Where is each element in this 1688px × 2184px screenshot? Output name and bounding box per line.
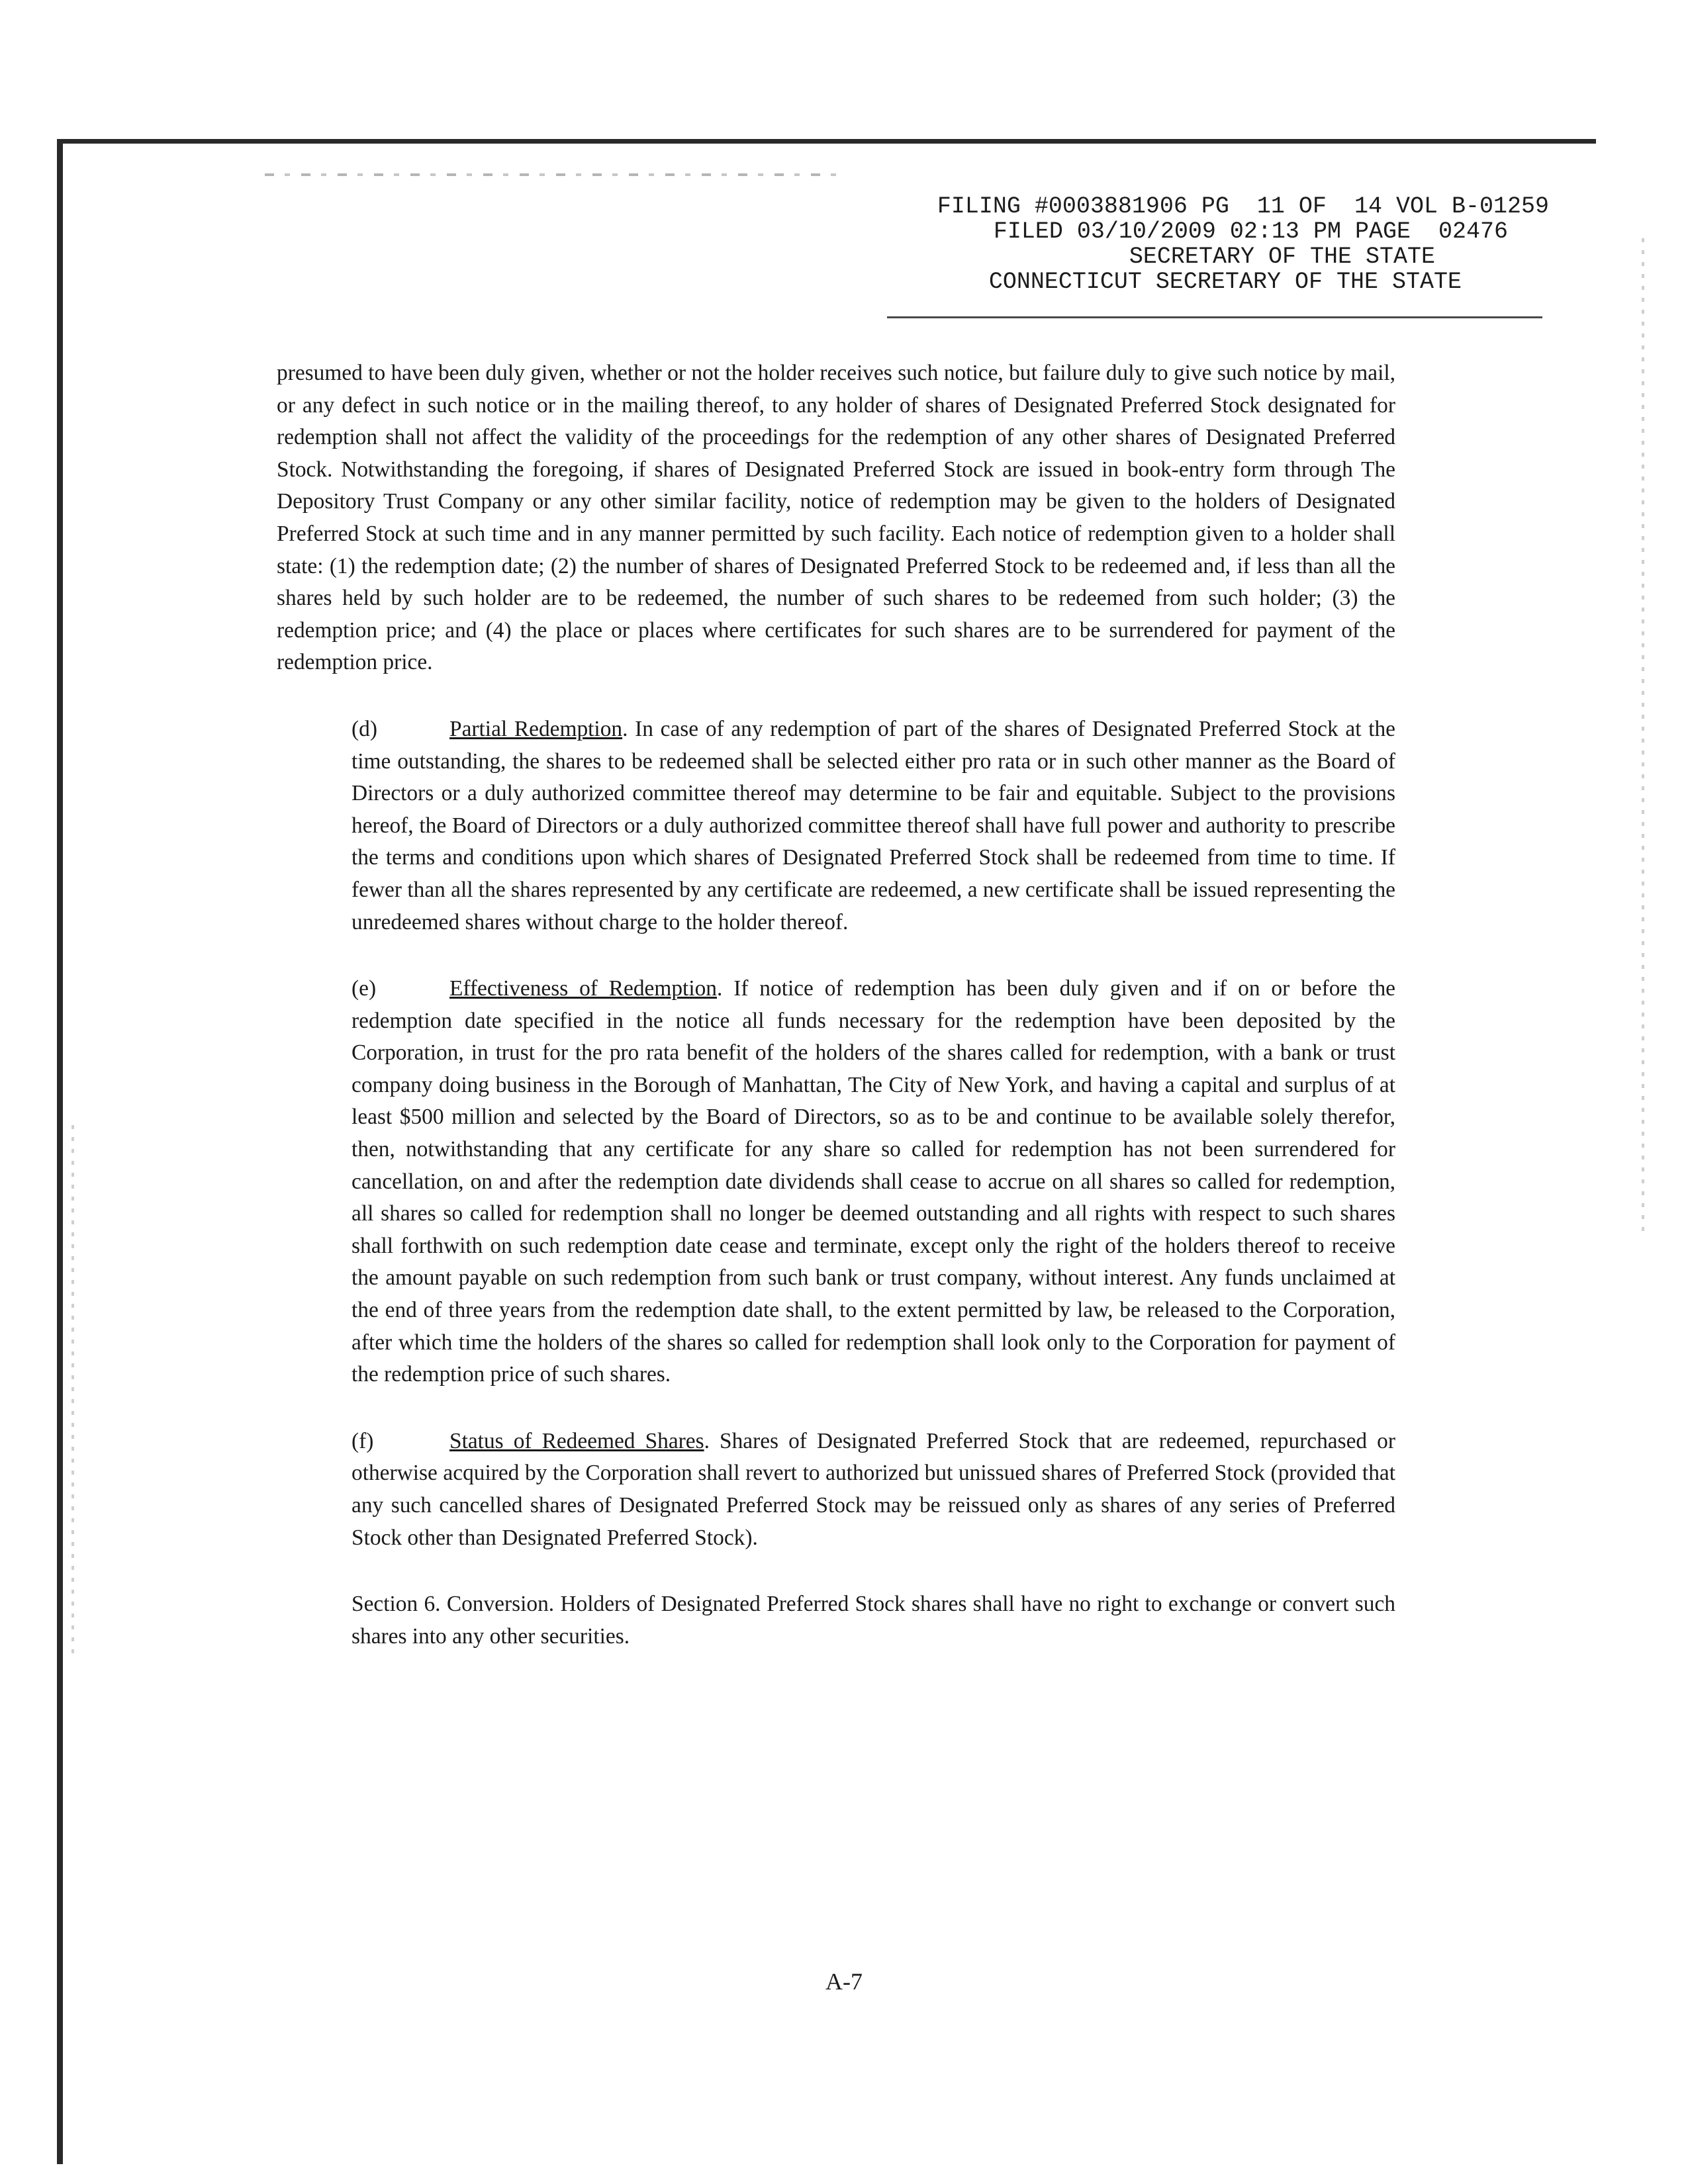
scan-artifact [71,1125,74,1655]
filing-stamp [847,194,1549,295]
scan-border-left [57,139,63,2164]
paragraph-label: (e) [352,976,377,1001]
scan-artifact [265,173,841,176]
scan-artifact [1642,238,1644,1231]
page-number: A-7 [825,1968,863,1995]
paragraph-label: (d) [352,716,377,741]
paragraph-effectiveness-of-redemption [277,973,1395,1391]
stamp-line: SECRETARY OF THE STATE [1129,244,1435,270]
paragraph-text: . In case of any redemption of part of the shares of Designated Preferred Stock at the time outstanding, the shares to be redeemed shall be selected either pro rata or in such other manner as the Board of Directors or a duly authorized committee thereof may determine to be fair and equitable. Subject to the provisions hereof, the Board of Directors or a duly authorized committee thereof shall have full power and authority to prescribe the terms and conditions upon which shares of Designated Preferred Stock shall be redeemed from time to time. If fewer than all the shares represented by any certificate are redeemed, a new certificate shall be issued representing the unredeemed shares without charge to the holder thereof. [352,716,1395,934]
scan-border-top [57,139,1596,144]
stamp-line: CONNECTICUT SECRETARY OF THE STATE [988,269,1462,295]
section-heading: Effectiveness of Redemption [449,976,717,1001]
stamp-line: FILING #0003881906 PG 11 OF 14 VOL B-01259 [937,193,1549,220]
document-body [277,357,1395,1653]
section-heading: Partial Redemption [449,716,623,741]
stamp-line: FILED 03/10/2009 02:13 PM PAGE 02476 [993,218,1508,245]
stamp-underline [887,316,1542,318]
paragraph-continuation: presumed to have been duly given, whether or not the holder receives such notice, but failure duly to give such notice by mail, or any defect in such notice or in the mailing thereof, to any holder of shares of Designated Preferred Stock designated for redemption shall not affect the validity of the proceedings for the redemption of any other shares of Designated Preferred Stock. Notwithstanding the foregoing, if shares of Designated Preferred Stock are issued in book-entry form through The Depository Trust Company or any other similar facility, notice of redemption may be given to the holders of Designated Preferred Stock at such time and in any manner permitted by such facility. Each notice of redemption given to a holder shall state: (1) the redemption date; (2) the number of shares of Designated Preferred Stock to be redeemed and, if less than all the shares held by such holder are to be redeemed, the number of such shares to be redeemed from such holder; (3) the redemption price; and (4) the place or places where certificates for such shares are to be surrendered for payment of the redemption price. [277,361,1395,675]
paragraph-text: . Shares of Designated Preferred Stock that are redeemed, repurchased or otherwise acquired by the Corporation shall revert to authorized but unissued shares of Preferred Stock (provided that any such cancelled shares of Designated Preferred Stock may be reissued only as shares of any series of Preferred Stock other than Designated Preferred Stock). [352,1428,1395,1550]
paragraph-status-of-redeemed-shares [277,1426,1395,1554]
paragraph-partial-redemption [277,713,1395,938]
paragraph-label: (f) [352,1428,374,1453]
section-heading: Status of Redeemed Shares [449,1428,704,1453]
paragraph-text: . If notice of redemption has been duly given and if on or before the redemption date specified in the notice all funds necessary for the redemption have been deposited by the Corporation, in trust for the pro rata benefit of the holders of the shares called for redemption, with a bank or trust company doing business in the Borough of Manhattan, The City of New York, and having a capital and surplus of at least $500 million and selected by the Board of Directors, so as to be and continue to be available solely therefor, then, notwithstanding that any certificate for any share so called for redemption has not been surrendered for cancellation, on and after the redemption date dividends shall cease to accrue on all shares so called for redemption, all shares so called for redemption shall no longer be deemed outstanding and all rights with respect to such shares shall forthwith on such redemption date cease and terminate, except only the right of the holders thereof to receive the amount payable on such redemption from such bank or trust company, without interest. Any funds unclaimed at the end of three years from the redemption date shall, to the extent permitted by law, be released to the Corporation, after which time the holders of the shares so called for redemption shall look only to the Corporation for payment of the redemption price of such shares. [352,976,1395,1387]
paragraph-section-6-conversion: Section 6. Conversion. Holders of Designated Preferred Stock shares shall have no right to exchange or convert such shares into any other securities. [352,1592,1395,1649]
